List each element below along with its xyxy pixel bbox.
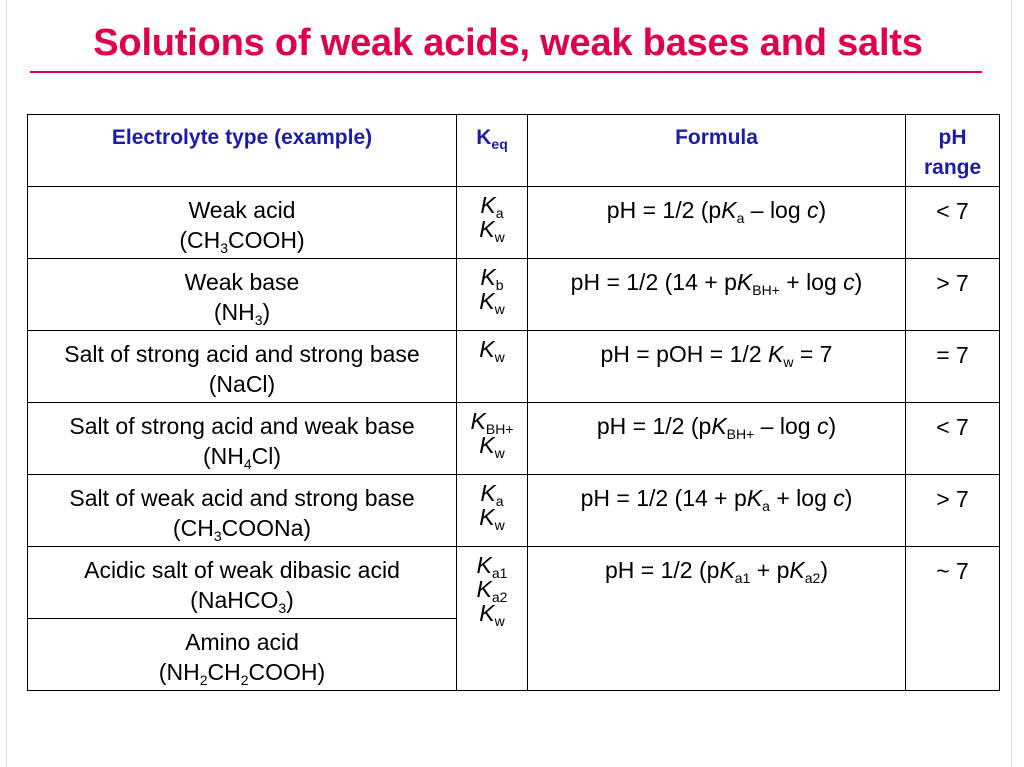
- electrolyte-name: Acidic salt of weak dibasic acid: [84, 557, 400, 583]
- electrolyte-name: Weak base: [184, 269, 300, 295]
- electrolyte-name: Salt of strong acid and weak base: [69, 413, 415, 439]
- formula-cell: pH = 1/2 $(14 + pK_a + \log c)$: [528, 475, 906, 547]
- page-title: Solutions of weak acids, weak bases and salts: [93, 22, 923, 64]
- electrolyte-example: $(CH_3COOH)$: [179, 227, 305, 256]
- electrolyte-cell: [28, 259, 457, 331]
- header-electrolyte-type: Electrolyte type (example): [28, 115, 457, 187]
- constants-cell: $K_{a1}$ $K_{a2}$ $K_w$: [457, 547, 528, 691]
- header-ph-range: pH range: [906, 115, 1000, 187]
- electrolyte-cell: [28, 547, 457, 619]
- ph-range-cell: > 7: [906, 475, 1000, 547]
- electrolyte-cell: [28, 187, 457, 259]
- ph-range-cell: < 7: [906, 403, 1000, 475]
- table-row: [28, 475, 1000, 547]
- table-row: [28, 259, 1000, 331]
- table-row: [28, 547, 1000, 619]
- electrolyte-cell: [28, 475, 457, 547]
- ph-range-cell: > 7: [906, 259, 1000, 331]
- electrolyte-name: Weak acid: [188, 197, 296, 223]
- formula-cell: pH = pOH = 1/2 $K_w = 7$: [528, 331, 906, 403]
- slide-frame-left: [6, 0, 7, 767]
- electrolyte-example: $(NH_3)$: [213, 299, 271, 328]
- electrolyte-name: Amino acid: [185, 629, 299, 655]
- electrolyte-cell: [28, 619, 457, 691]
- electrolyte-table: [27, 114, 1000, 691]
- slide-frame-right: [1011, 0, 1012, 767]
- electrolyte-cell: [28, 331, 457, 403]
- electrolyte-example: $(NH_2CH_2COOH)$: [158, 659, 326, 688]
- title-underline: [30, 71, 982, 73]
- table-row: [28, 331, 1000, 403]
- electrolyte-example: $(CH_3COONa)$: [172, 515, 312, 544]
- electrolyte-example: (NaHCO$_3$): [190, 587, 294, 616]
- constants-cell: $K_b$ $K_w$: [457, 259, 528, 331]
- electrolyte-example: (NaCl): [208, 371, 276, 397]
- header-keq: $K_{eq}$: [457, 115, 528, 187]
- header-formula: Formula: [528, 115, 906, 187]
- constants-cell: $K_{BH+}$ $K_w$: [457, 403, 528, 475]
- electrolyte-name: Salt of strong acid and strong base: [64, 341, 420, 367]
- ph-range-cell: = 7: [906, 331, 1000, 403]
- constants-cell: $K_a$ $K_w$: [457, 475, 528, 547]
- ph-range-cell: < 7: [906, 187, 1000, 259]
- formula-cell: pH = 1/2 $(14 + pK_{BH+} + \log c)$: [528, 259, 906, 331]
- table-header-row: [28, 115, 1000, 187]
- electrolyte-cell: [28, 403, 457, 475]
- table-row: [28, 187, 1000, 259]
- formula-cell: pH = 1/2 ($pK_a$ – log c): [528, 187, 906, 259]
- electrolyte-example: $(NH_4Cl)$: [202, 443, 282, 472]
- formula-cell: pH = 1/2 ($pK_{BH+}$ – log c): [528, 403, 906, 475]
- constants-cell: $K_a$ $K_w$: [457, 187, 528, 259]
- table-row: [28, 403, 1000, 475]
- formula-cell: pH = 1/2 $(pK_{a1} + pK_{a2})$: [528, 547, 906, 691]
- ph-range-cell: ~ 7: [906, 547, 1000, 691]
- constants-cell: $K_w$: [457, 331, 528, 403]
- electrolyte-name: Salt of weak acid and strong base: [69, 485, 415, 511]
